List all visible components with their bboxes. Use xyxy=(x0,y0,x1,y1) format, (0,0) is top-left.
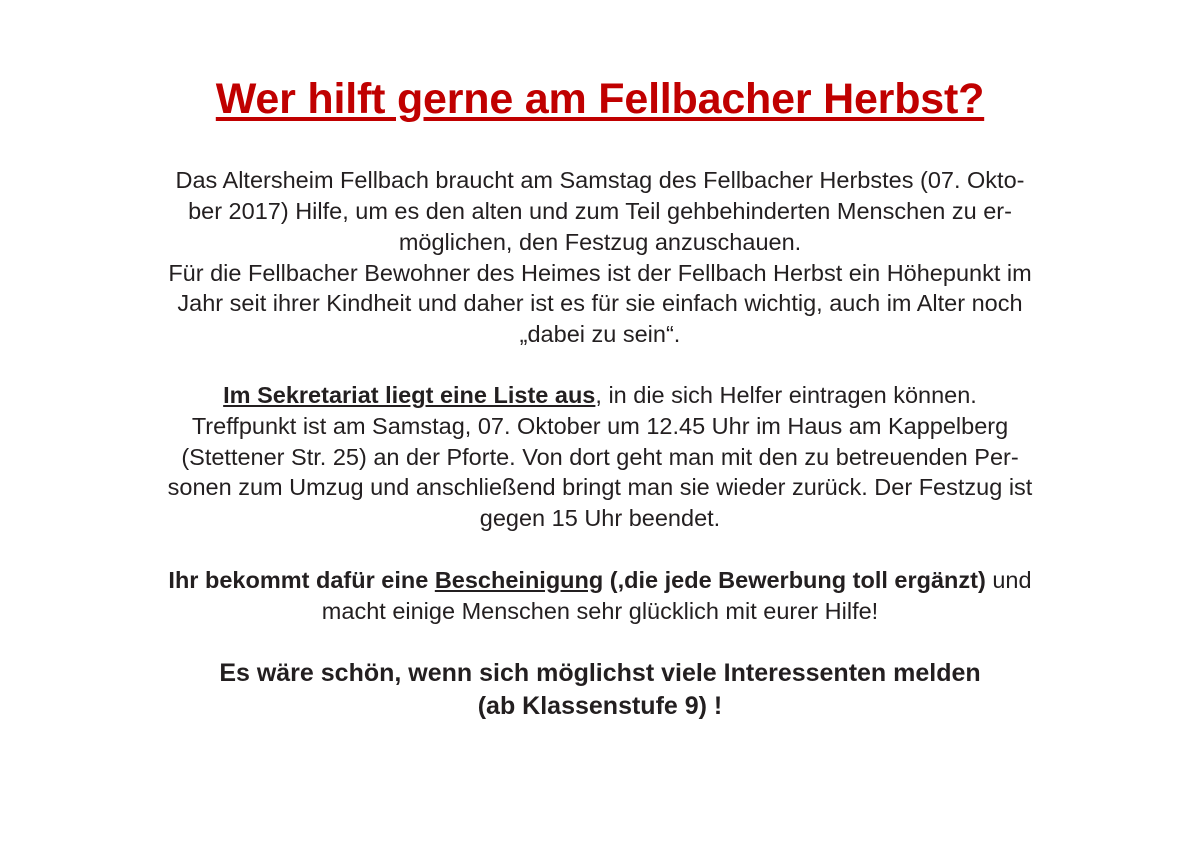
details-line-1-rest: , in die sich Helfer eintragen können. xyxy=(595,381,977,408)
page-title: Wer hilft gerne am Fellbacher Herbst? xyxy=(215,75,985,123)
intro-line-3: möglichen, den Festzug anzuschauen. xyxy=(398,228,802,255)
details-line-4: sonen zum Umzug und anschließend bringt man sie wieder zurück. Der Festzug ist xyxy=(167,474,1033,501)
paragraph-certificate xyxy=(85,565,1115,627)
paragraph-call-to-action xyxy=(85,657,1115,723)
intro-line-5: Jahr seit ihrer Kindheit und daher ist es für sie einfach wichtig, auch im Alter noch xyxy=(177,290,1023,317)
cta-line-1: Es wäre schön, wenn sich möglichst viele Interessenten melden xyxy=(219,659,981,688)
paragraph-details xyxy=(85,380,1115,534)
certificate-line-2: macht einige Menschen sehr glücklich mit eurer Hilfe! xyxy=(321,597,879,624)
flyer-body xyxy=(85,165,1115,723)
intro-line-4: Für die Fellbacher Bewohner des Heimes ist der Fellbach Herbst ein Höhepunkt im xyxy=(168,259,1032,286)
intro-line-6: „dabei zu sein“. xyxy=(519,321,681,348)
cta-line-2: (ab Klassenstufe 9) ! xyxy=(477,692,723,721)
details-line-2: Treffpunkt ist am Samstag, 07. Oktober um 12.45 Uhr im Haus am Kappelberg xyxy=(191,412,1009,439)
intro-line-1: Das Altersheim Fellbach braucht am Samstag des Fellbacher Herbstes (07. Okto- xyxy=(175,167,1025,194)
certificate-pre: Ihr bekommt dafür eine xyxy=(168,566,435,593)
certificate-post: und xyxy=(985,566,1032,593)
details-line-5: gegen 15 Uhr beendet. xyxy=(479,505,721,532)
details-line-3: (Stettener Str. 25) an der Pforte. Von dort geht man mit den zu betreuenden Per- xyxy=(181,443,1019,470)
certificate-emphasis: Bescheinigung xyxy=(434,566,604,593)
paragraph-intro xyxy=(85,165,1115,350)
intro-line-2: ber 2017) Hilfe, um es den alten und zum Teil gehbehinderten Menschen zu er- xyxy=(188,198,1012,225)
signup-list-emphasis: Im Sekretariat liegt eine Liste aus xyxy=(223,381,596,408)
certificate-mid: (,die jede Bewerbung toll ergänzt) xyxy=(603,566,986,593)
